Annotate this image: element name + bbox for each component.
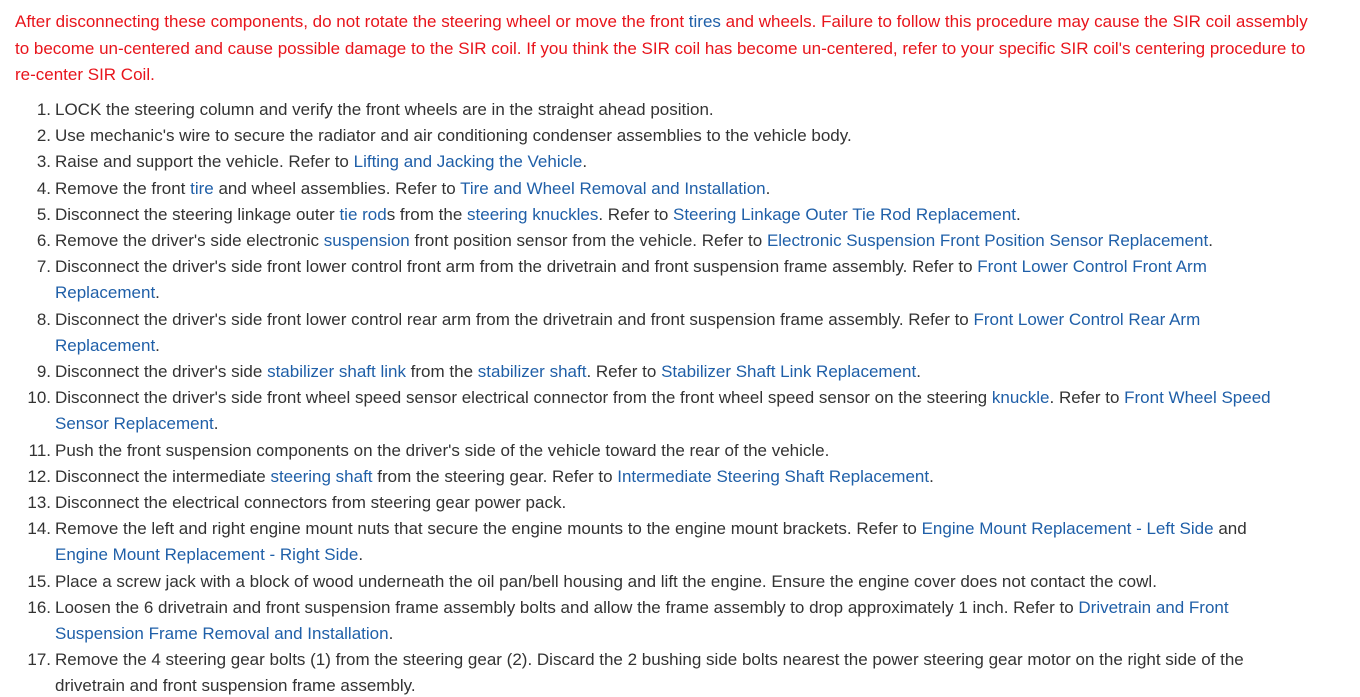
step-number: 7. (36, 257, 51, 277)
text-segment: . (155, 283, 160, 303)
step-number: 15. (27, 571, 51, 591)
procedure-step (0, 438, 1300, 464)
step-number: 3. (36, 152, 51, 172)
text-segment: Disconnect the driver's side (55, 362, 268, 382)
text-segment: and wheel assemblies. Refer to (213, 178, 461, 198)
procedure-step (0, 359, 1300, 385)
procedure-step (0, 254, 1300, 306)
caution-warning-text (15, 9, 1315, 89)
step-number: 17. (27, 650, 51, 670)
procedure-step (0, 149, 1300, 175)
text-segment: Remove the front (55, 178, 191, 198)
link-front-wheel-speed-sensor-replacement[interactable]: Front Wheel Speed Sensor Replacement (55, 388, 1271, 434)
step-number: 5. (36, 204, 51, 224)
step-number: 1. (36, 100, 51, 119)
link-stabilizer-shaft[interactable]: stabilizer shaft (477, 362, 587, 382)
step-number: 12. (27, 466, 51, 486)
text-segment: Disconnect the driver's side front lower control front arm from the drivetrain and front suspension frame assembly. Refer to (55, 257, 978, 277)
text-segment: LOCK the steering column and verify the front wheels are in the straight ahead position. (55, 100, 714, 119)
text-segment: s from the (386, 204, 468, 224)
link-tire[interactable]: tire (190, 178, 214, 198)
text-segment: Raise and support the vehicle. Refer to (55, 152, 354, 172)
text-segment: Push the front suspension components on the driver's side of the vehicle toward the rear of the vehicle. (55, 440, 830, 460)
text-segment: Place a screw jack with a block of wood underneath the oil pan/bell housing and lift the engine. Ensure the engine cover does not contact the cowl. (55, 571, 1157, 591)
text-segment: Remove the driver's side electronic (55, 231, 324, 251)
text-segment: and (1213, 519, 1247, 539)
step-number: 14. (27, 519, 51, 539)
text-segment: . (765, 178, 771, 198)
text-segment: Remove the left and right engine mount nuts that secure the engine mounts to the engine mount brackets. Refer to (55, 519, 922, 539)
procedure-step (0, 307, 1300, 359)
link-electronic-suspension-front-position-sensor-replacement[interactable]: Electronic Suspension Front Position Sensor Replacement (766, 231, 1209, 251)
procedure-step (0, 202, 1300, 228)
link-stabilizer-shaft-link[interactable]: stabilizer shaft link (267, 362, 406, 382)
text-segment: . (929, 466, 934, 486)
text-segment: After disconnecting these components, do not rotate the steering wheel or move the front (15, 12, 689, 31)
step-number: 10. (27, 388, 51, 408)
procedure-step (0, 97, 1300, 123)
procedure-step (0, 516, 1300, 568)
text-segment: Disconnect the steering linkage outer (55, 204, 340, 224)
text-segment: Disconnect the intermediate (55, 466, 271, 486)
text-segment: Loosen the 6 drivetrain and front suspension frame assembly bolts and allow the frame assembly to drop approximately 1 inch. Refer to (55, 597, 1079, 617)
step-number: 6. (36, 231, 51, 251)
text-segment: . (916, 362, 921, 382)
text-segment: . (582, 152, 588, 172)
text-segment: front position sensor from the vehicle. Refer to (409, 231, 767, 251)
link-suspension[interactable]: suspension (323, 231, 410, 251)
text-segment: . Refer to (598, 204, 673, 224)
link-tie-rod[interactable]: tie rod (339, 204, 387, 224)
link-knuckle[interactable]: knuckle (991, 388, 1050, 408)
text-segment: Disconnect the electrical connectors from steering gear power pack. (55, 493, 567, 513)
text-segment: from the (405, 362, 478, 382)
text-segment: Disconnect the driver's side front wheel speed sensor electrical connector from the front wheel speed sensor on the steering (55, 388, 992, 408)
text-segment: . (1016, 204, 1021, 224)
link-lifting-and-jacking-the-vehicle[interactable]: Lifting and Jacking the Vehicle (353, 152, 583, 172)
text-segment: . (358, 545, 364, 565)
link-engine-mount-replacement-right-side[interactable]: Engine Mount Replacement - Right Side (55, 545, 359, 565)
text-segment: . Refer to (1049, 388, 1125, 408)
procedure-step (0, 569, 1300, 595)
procedure-step (0, 595, 1300, 647)
link-tires[interactable]: tires (688, 12, 721, 31)
step-number: 16. (27, 597, 51, 617)
step-number: 13. (27, 493, 51, 513)
link-tire-and-wheel-removal-and-installation[interactable]: Tire and Wheel Removal and Installation (460, 178, 766, 198)
procedure-step (0, 385, 1300, 437)
text-segment: . (155, 335, 160, 355)
link-steering-linkage-outer-tie-rod-replacement[interactable]: Steering Linkage Outer Tie Rod Replacement (673, 204, 1017, 224)
link-front-lower-control-rear-arm-replacement[interactable]: Front Lower Control Rear Arm Replacement (55, 309, 1201, 355)
step-number: 9. (36, 362, 51, 382)
link-engine-mount-replacement-left-side[interactable]: Engine Mount Replacement - Left Side (921, 519, 1214, 539)
link-steering-knuckles[interactable]: steering knuckles (467, 204, 599, 224)
link-stabilizer-shaft-link-replacement[interactable]: Stabilizer Shaft Link Replacement (661, 362, 917, 382)
link-intermediate-steering-shaft-replacement[interactable]: Intermediate Steering Shaft Replacement (617, 466, 930, 486)
procedure-step (0, 176, 1300, 202)
text-segment: . (1208, 231, 1213, 251)
link-front-lower-control-front-arm-replacement[interactable]: Front Lower Control Front Arm Replacement (55, 257, 1207, 303)
link-drivetrain-and-front-suspension-frame-removal-and-installation[interactable]: Drivetrain and Front Suspension Frame Removal and Installation (55, 597, 1229, 644)
text-segment: . (213, 414, 219, 434)
text-segment: . Refer to (586, 362, 662, 382)
step-number: 4. (36, 178, 51, 198)
procedure-step (0, 647, 1300, 697)
step-number: 11. (28, 440, 51, 460)
text-segment: from the steering gear. Refer to (372, 466, 618, 486)
text-segment: . (388, 624, 394, 644)
procedure-step (0, 490, 1300, 516)
text-segment: Disconnect the driver's side front lower control rear arm from the drivetrain and front suspension frame assembly. Refer to (55, 309, 974, 329)
procedure-step (0, 228, 1300, 254)
step-number: 2. (36, 126, 51, 146)
link-steering-shaft[interactable]: steering shaft (270, 466, 373, 486)
text-segment: Remove the 4 steering gear bolts (1) from the steering gear (2). Discard the 2 bushing side bolts nearest the power steering gear motor on the right side of the drivetrain and front suspension frame assembly. (55, 650, 1244, 696)
procedure-steps-list (0, 97, 1300, 697)
procedure-step (0, 464, 1300, 490)
step-number: 8. (36, 309, 51, 329)
procedure-step (0, 123, 1300, 149)
text-segment: and wheels. Failure to follow this procedure may cause the SIR coil assembly to become un-centered and cause possible damage to the SIR coil. If you think the SIR coil has become un-centered, refer to your specific SIR coil's centering procedure to re-center SIR Coil. (15, 12, 1308, 84)
text-segment: Use mechanic's wire to secure the radiator and air conditioning condenser assemblies to the vehicle body. (55, 126, 852, 146)
